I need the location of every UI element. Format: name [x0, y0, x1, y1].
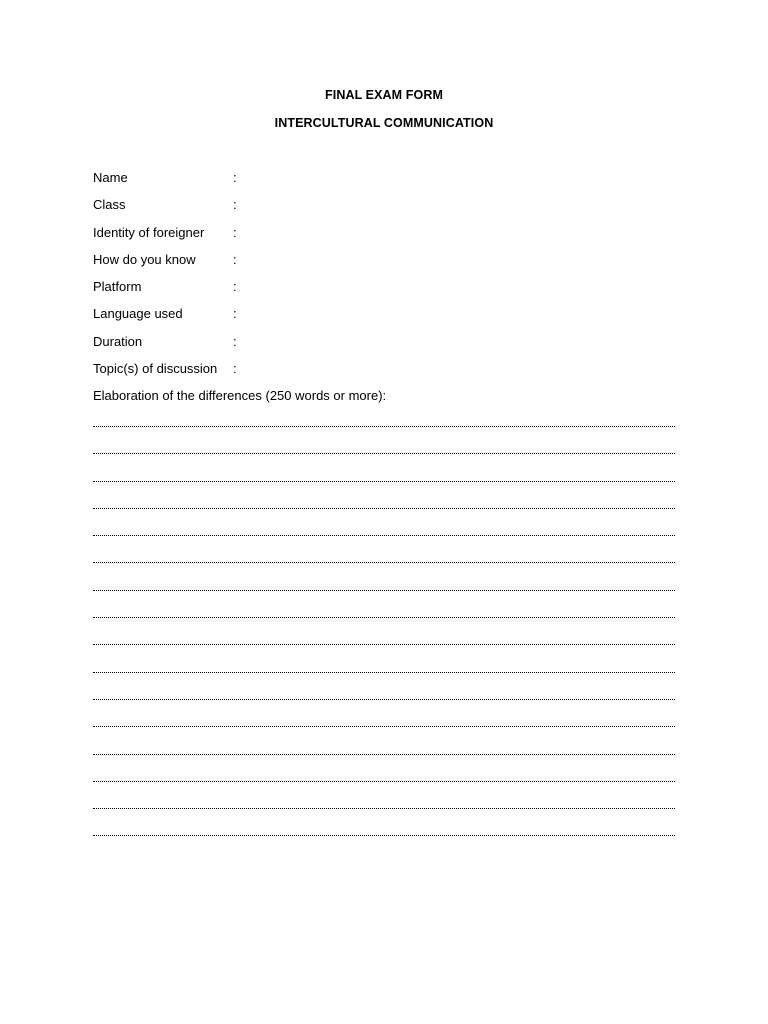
answer-line[interactable]: [93, 662, 675, 689]
field-row-language-used: [93, 306, 683, 333]
answer-line[interactable]: [93, 416, 675, 443]
elaboration-prompt: Elaboration of the differences (250 words or more):: [93, 388, 387, 403]
answer-line[interactable]: [93, 689, 675, 716]
answer-line[interactable]: [93, 471, 675, 498]
field-label-duration: Duration: [93, 333, 143, 349]
form-subtitle: INTERCULTURAL COMMUNICATION: [274, 116, 494, 130]
field-value-class[interactable]: [249, 197, 683, 224]
field-separator: :: [233, 251, 237, 267]
field-row-name: [93, 170, 683, 197]
answer-line[interactable]: [93, 771, 675, 798]
field-row-platform: [93, 279, 683, 306]
answer-line[interactable]: [93, 552, 675, 579]
field-value-duration[interactable]: [249, 334, 683, 361]
field-separator: :: [233, 279, 237, 295]
field-row-topics-of-discussion: [93, 361, 683, 388]
field-separator: :: [233, 170, 237, 185]
field-label-how-do-you-know: How do you know: [93, 251, 196, 267]
answer-line[interactable]: [93, 498, 675, 525]
answer-line[interactable]: [93, 525, 675, 552]
answer-line[interactable]: [93, 744, 675, 771]
field-label-platform: Platform: [93, 279, 142, 295]
field-row-how-do-you-know: [93, 252, 683, 279]
answer-line[interactable]: [93, 825, 675, 852]
field-value-topics-of-discussion[interactable]: [249, 361, 683, 388]
field-value-language-used[interactable]: [249, 306, 683, 333]
field-label-name: Name: [93, 170, 128, 185]
field-value-identity-of-foreigner[interactable]: [249, 225, 683, 252]
field-separator: :: [233, 197, 237, 213]
field-row-class: [93, 197, 683, 224]
field-row-identity-of-foreigner: [93, 225, 683, 252]
field-label-topics-of-discussion: Topic(s) of discussion: [93, 361, 218, 377]
field-label-identity-of-foreigner: Identity of foreigner: [93, 224, 205, 240]
answer-line[interactable]: [93, 580, 675, 607]
field-value-how-do-you-know[interactable]: [249, 252, 683, 279]
answer-line[interactable]: [93, 716, 675, 743]
answer-line[interactable]: [93, 607, 675, 634]
field-separator: :: [233, 333, 237, 349]
answer-line[interactable]: [93, 798, 675, 825]
field-label-class: Class: [93, 197, 126, 213]
field-separator: :: [233, 361, 237, 377]
field-separator: :: [233, 306, 237, 322]
field-value-name[interactable]: [249, 170, 683, 197]
answer-line[interactable]: [93, 634, 675, 661]
answer-lines: [93, 416, 675, 853]
field-separator: :: [233, 224, 237, 240]
field-row-duration: [93, 334, 683, 361]
field-label-language-used: Language used: [93, 306, 183, 322]
form-fields: [93, 170, 683, 388]
answer-line[interactable]: [93, 443, 675, 470]
form-title: FINAL EXAM FORM: [325, 88, 443, 102]
field-value-platform[interactable]: [249, 279, 683, 306]
